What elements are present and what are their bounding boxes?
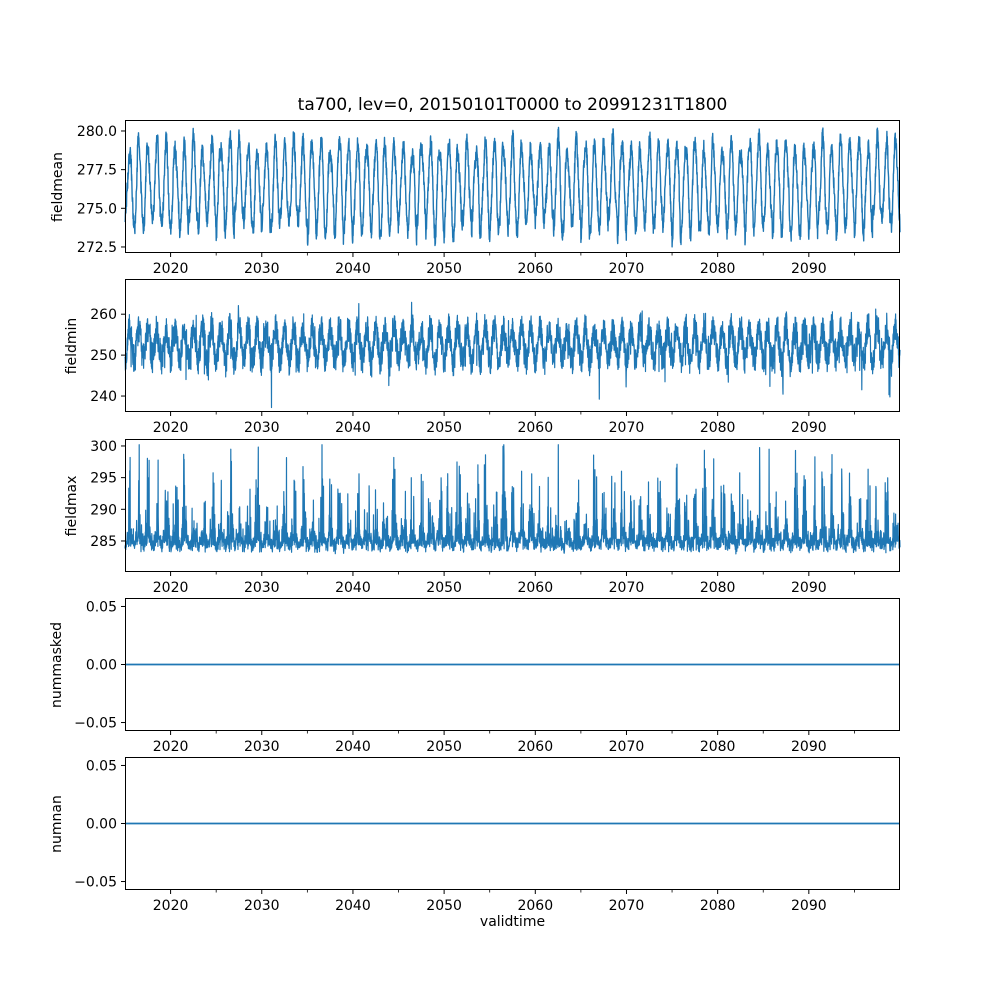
- y-tick-label: −0.05: [74, 874, 117, 891]
- y-tick-label: 275.0: [76, 201, 117, 218]
- y-tick-label: 250: [90, 348, 117, 365]
- x-tick-label: 2060: [517, 261, 554, 277]
- series-fieldmax: [125, 445, 900, 554]
- x-tick-label: 2030: [243, 898, 280, 914]
- x-tick-label: 2040: [335, 898, 371, 914]
- x-tick-label: 2040: [335, 580, 371, 596]
- y-tick-label: 272.5: [76, 239, 117, 256]
- x-axis-label: validtime: [479, 914, 546, 930]
- line-plot-fieldmax: [90, 438, 900, 596]
- x-tick-label: 2090: [791, 261, 827, 277]
- subplot-fieldmean: [50, 120, 900, 277]
- series-fieldmin: [125, 302, 900, 407]
- x-tick-label: 2040: [335, 420, 371, 436]
- y-tick-label: 277.5: [76, 162, 117, 179]
- y-tick-label: 280.0: [76, 123, 117, 140]
- x-tick-label: 2030: [243, 261, 280, 277]
- y-tick-label: 0.05: [85, 758, 117, 775]
- subplot-fieldmax: [64, 438, 900, 596]
- subplot-fieldmin: [64, 279, 900, 436]
- y-tick-label: 0.00: [85, 816, 117, 833]
- y-tick-label: 260: [90, 307, 117, 324]
- subplot-numnan: [49, 757, 900, 914]
- series-fieldmean: [125, 128, 900, 247]
- x-tick-label: 2020: [152, 739, 189, 755]
- x-tick-label: 2020: [152, 261, 189, 277]
- chart-title: ta700, lev=0, 20150101T0000 to 20991231T1800: [297, 95, 728, 115]
- y-axis-label-fieldmin: fieldmin: [64, 317, 80, 374]
- x-tick-label: 2030: [243, 420, 280, 436]
- x-tick-label: 2020: [152, 420, 189, 436]
- x-tick-label: 2060: [517, 739, 554, 755]
- x-tick-label: 2040: [335, 739, 371, 755]
- x-tick-label: 2070: [608, 739, 645, 755]
- x-tick-label: 2080: [699, 898, 736, 914]
- x-tick-label: 2090: [791, 739, 827, 755]
- x-tick-label: 2090: [791, 580, 827, 596]
- y-tick-label: 290: [90, 502, 117, 519]
- line-plot-numnan: [74, 757, 900, 914]
- subplot-nummasked: [49, 598, 900, 755]
- line-plot-fieldmin: [90, 279, 900, 436]
- x-tick-label: 2080: [699, 261, 736, 277]
- y-axis-label-fieldmax: fieldmax: [64, 475, 80, 536]
- y-axis-label-fieldmean: fieldmean: [50, 151, 66, 222]
- x-tick-label: 2030: [243, 739, 280, 755]
- y-tick-label: 285: [90, 533, 117, 550]
- x-tick-label: 2050: [426, 898, 462, 914]
- y-tick-label: 240: [90, 389, 117, 406]
- x-tick-label: 2050: [426, 580, 462, 596]
- x-tick-label: 2040: [335, 261, 371, 277]
- y-tick-label: 300: [90, 438, 117, 455]
- x-tick-label: 2080: [699, 739, 736, 755]
- y-tick-label: 0.00: [85, 657, 117, 674]
- x-tick-label: 2050: [426, 261, 462, 277]
- y-tick-label: 295: [90, 470, 117, 487]
- x-tick-label: 2050: [426, 420, 462, 436]
- x-tick-label: 2020: [152, 898, 189, 914]
- y-tick-label: 0.05: [85, 599, 117, 616]
- x-tick-label: 2070: [608, 420, 645, 436]
- x-tick-label: 2060: [517, 580, 554, 596]
- x-tick-label: 2060: [517, 420, 554, 436]
- x-tick-label: 2080: [699, 580, 736, 596]
- line-plot-nummasked: [74, 598, 900, 755]
- x-tick-label: 2060: [517, 898, 554, 914]
- x-tick-label: 2070: [608, 898, 645, 914]
- x-tick-label: 2050: [426, 739, 462, 755]
- x-tick-label: 2090: [791, 898, 827, 914]
- y-tick-label: −0.05: [74, 715, 117, 732]
- x-tick-label: 2030: [243, 580, 280, 596]
- line-plot-fieldmean: [76, 120, 900, 277]
- y-axis-label-nummasked: nummasked: [49, 621, 65, 708]
- y-axis-label-numnan: numnan: [49, 794, 65, 853]
- x-tick-label: 2070: [608, 580, 645, 596]
- x-tick-label: 2070: [608, 261, 645, 277]
- x-tick-label: 2090: [791, 420, 827, 436]
- x-tick-label: 2080: [699, 420, 736, 436]
- x-tick-label: 2020: [152, 580, 189, 596]
